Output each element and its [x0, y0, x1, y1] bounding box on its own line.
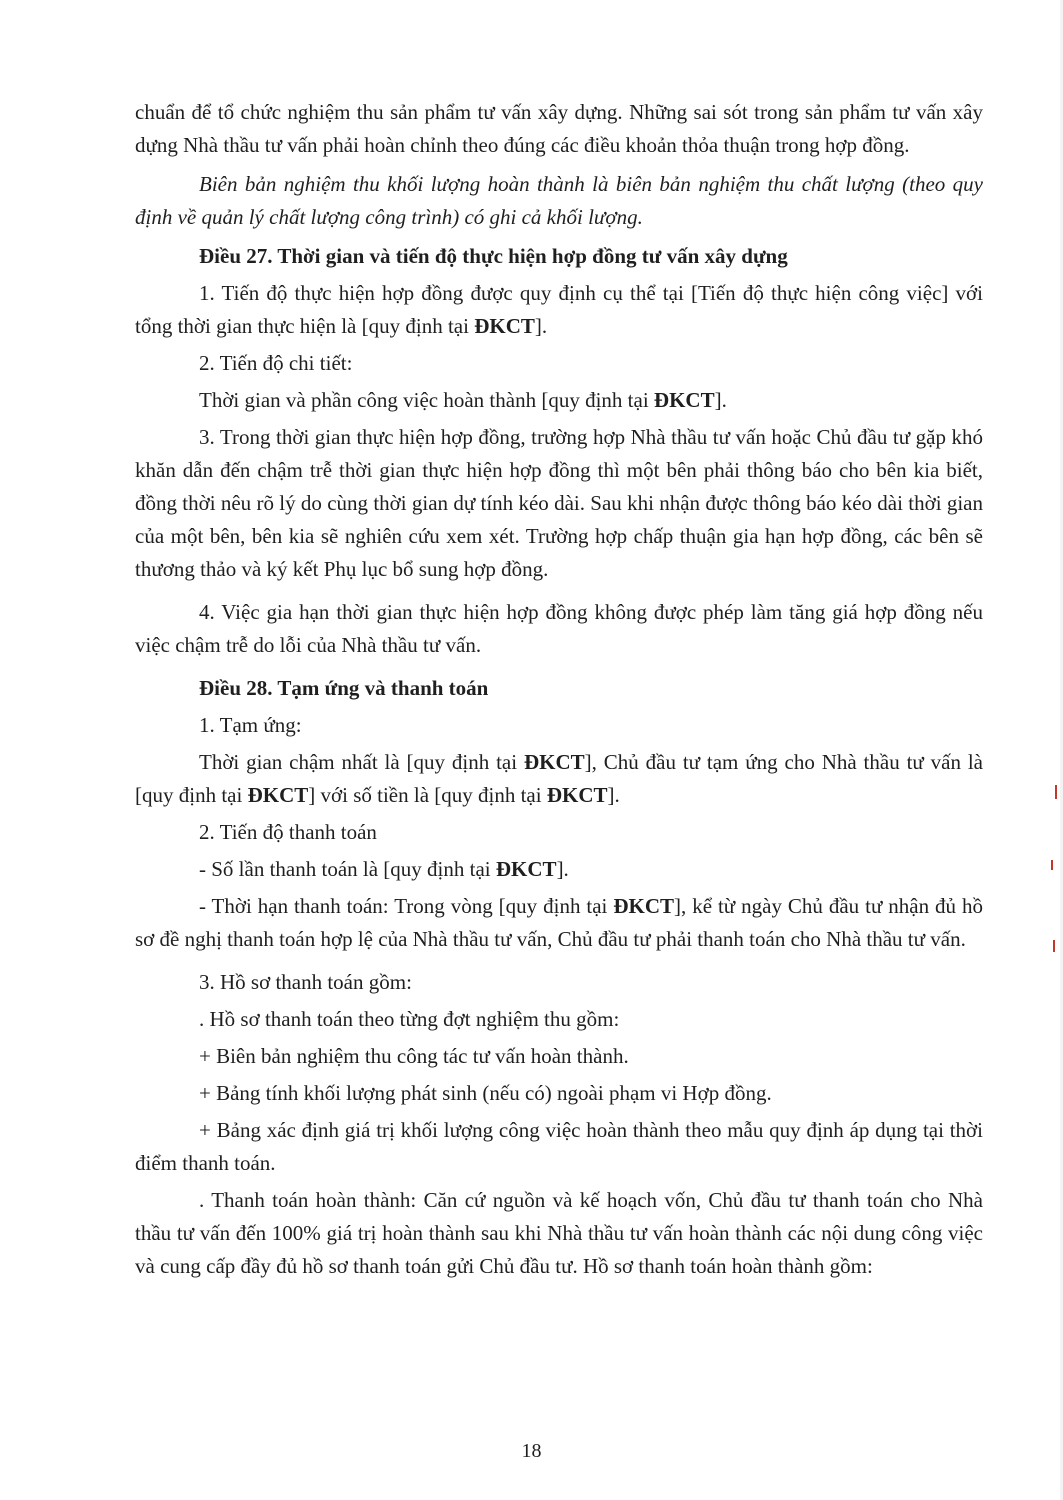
- article-28-heading: Điều 28. Tạm ứng và thanh toán: [199, 676, 489, 700]
- term-bold: ĐKCT: [653, 388, 715, 412]
- term-bold: ĐKCT: [546, 783, 608, 807]
- scan-mark: [1051, 860, 1053, 870]
- scan-mark: [1055, 785, 1057, 799]
- paragraph: Thời gian chậm nhất là [quy định tại ĐKCT], Chủ đầu tư tạm ứng cho Nhà thầu tư vấn là [quy định tại ĐKCT] với số tiền là [quy định tại ĐKCT].: [135, 750, 983, 807]
- term-bold: ĐKCT: [523, 750, 585, 774]
- paragraph: 3. Trong thời gian thực hiện hợp đồng, trường hợp Nhà thầu tư vấn hoặc Chủ đầu tư gặp khó khăn dẫn đến chậm trễ thời gian thực hiện hợp đồng thì một bên phải thông báo cho bên kia biết, đồng thời nêu rõ lý do cùng thời gian dự tính kéo dài. Sau khi nhận được thông báo kéo dài thời gian của một bên, bên kia sẽ nghiên cứu xem xét. Trường hợp chấp thuận gia hạn hợp đồng, các bên sẽ thương thảo và ký kết Phụ lục bổ sung hợp đồng.: [135, 425, 983, 581]
- paragraph: 1. Tạm ứng:: [199, 713, 302, 737]
- italic-note: Biên bản nghiệm thu khối lượng hoàn thành là biên bản nghiệm thu chất lượng (theo quy định về quản lý chất lượng công trình) có ghi cả khối lượng.: [135, 172, 983, 229]
- term-bold: ĐKCT: [247, 783, 309, 807]
- paragraph: chuẩn để tổ chức nghiệm thu sản phẩm tư vấn xây dựng. Những sai sót trong sản phẩm tư vấn xây dựng Nhà thầu tư vấn phải hoàn chỉnh theo đúng các điều khoản thỏa thuận trong hợp đồng.: [135, 100, 983, 157]
- paragraph: - Thời hạn thanh toán: Trong vòng [quy định tại ĐKCT], kể từ ngày Chủ đầu tư nhận đủ hồ sơ đề nghị thanh toán hợp lệ của Nhà thầu tư vấn, Chủ đầu tư phải thanh toán cho Nhà thầu tư vấn.: [135, 894, 983, 951]
- paragraph: 4. Việc gia hạn thời gian thực hiện hợp đồng không được phép làm tăng giá hợp đồng nếu việc chậm trễ do lỗi của Nhà thầu tư vấn.: [135, 600, 983, 657]
- article-27-heading: Điều 27. Thời gian và tiến độ thực hiện hợp đồng tư vấn xây dựng: [199, 244, 788, 268]
- paragraph: 1. Tiến độ thực hiện hợp đồng được quy định cụ thể tại [Tiến độ thực hiện công việc] với tổng thời gian thực hiện là [quy định tại ĐKCT].: [135, 281, 983, 338]
- paragraph: . Hồ sơ thanh toán theo từng đợt nghiệm thu gồm:: [199, 1007, 620, 1031]
- list-item: + Bảng xác định giá trị khối lượng công việc hoàn thành theo mẫu quy định áp dụng tại thời điểm thanh toán.: [135, 1118, 983, 1175]
- scan-mark: [1053, 940, 1055, 952]
- paragraph: 3. Hồ sơ thanh toán gồm:: [199, 970, 412, 994]
- paragraph: 2. Tiến độ chi tiết:: [199, 351, 353, 375]
- document-page: [135, 96, 983, 1287]
- paragraph: 2. Tiến độ thanh toán: [199, 820, 377, 844]
- paragraph: - Số lần thanh toán là [quy định tại ĐKCT].: [199, 857, 569, 881]
- term-bold: ĐKCT: [474, 314, 535, 338]
- paragraph: . Thanh toán hoàn thành: Căn cứ nguồn và kế hoạch vốn, Chủ đầu tư thanh toán cho Nhà thầu tư vấn đến 100% giá trị hoàn thành sau khi Nhà thầu tư vấn hoàn thành các nội dung công việc và cung cấp đầy đủ hồ sơ thanh toán gửi Chủ đầu tư. Hồ sơ thanh toán hoàn thành gồm:: [135, 1188, 983, 1278]
- page-number: 18: [521, 1440, 542, 1462]
- term-bold: ĐKCT: [495, 857, 557, 881]
- term-bold: ĐKCT: [613, 894, 675, 918]
- list-item: + Bảng tính khối lượng phát sinh (nếu có) ngoài phạm vi Hợp đồng.: [199, 1081, 772, 1105]
- paragraph: Thời gian và phần công việc hoàn thành [quy định tại ĐKCT].: [199, 388, 727, 412]
- list-item: + Biên bản nghiệm thu công tác tư vấn hoàn thành.: [199, 1044, 629, 1068]
